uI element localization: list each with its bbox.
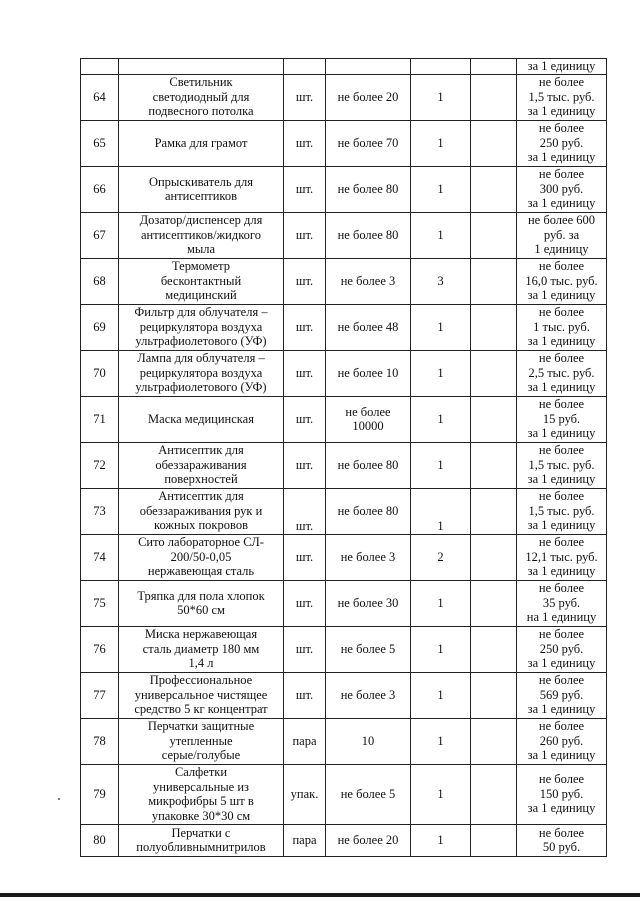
cell-name: Рамка для грамот (119, 120, 284, 166)
cell-empty (471, 59, 517, 75)
cell-name: Дозатор/диспенсер для антисептиков/жидкого мыла (119, 212, 284, 258)
cell-unit: шт. (284, 488, 326, 534)
cell-name: Лампа для облучателя – рециркулятора воздуха ультрафиолетового (УФ) (119, 350, 284, 396)
cell-name (119, 59, 284, 75)
cell-max-qty: 10 (326, 718, 411, 764)
cell-price: не более 16,0 тыс. руб. за 1 единицу (517, 258, 607, 304)
cell-name: Фильтр для облучателя – рециркулятора воздуха ультрафиолетового (УФ) (119, 304, 284, 350)
cell-max-qty: не более 3 (326, 672, 411, 718)
table-row-continued (81, 59, 607, 75)
table-row (81, 626, 607, 672)
cell-empty (471, 396, 517, 442)
cell-max-qty: не более 48 (326, 304, 411, 350)
cell-max-qty: не более 70 (326, 120, 411, 166)
cell-name: Салфетки универсальные из микрофибры 5 шт в упаковке 30*30 см (119, 764, 284, 824)
cell-qty: 1 (411, 120, 471, 166)
cell-unit: шт. (284, 626, 326, 672)
table-row (81, 258, 607, 304)
cell-max-qty: не более 20 (326, 824, 411, 856)
table-row (81, 350, 607, 396)
cell-num (81, 59, 119, 75)
cell-unit: шт. (284, 442, 326, 488)
cell-unit: шт. (284, 350, 326, 396)
cell-max-qty: не более 10000 (326, 396, 411, 442)
table-row (81, 120, 607, 166)
cell-max-qty: не более 3 (326, 534, 411, 580)
cell-num: 64 (81, 74, 119, 120)
cell-unit: пара (284, 718, 326, 764)
table-row (81, 166, 607, 212)
cell-unit: пара (284, 824, 326, 856)
cell-num: 75 (81, 580, 119, 626)
cell-price: не более 2,5 тыс. руб. за 1 единицу (517, 350, 607, 396)
cell-price: не более 1,5 тыс. руб. за 1 единицу (517, 442, 607, 488)
cell-empty (471, 74, 517, 120)
cell-max-qty: не более 80 (326, 212, 411, 258)
cell-unit: шт. (284, 304, 326, 350)
cell-unit: шт. (284, 212, 326, 258)
cell-price: не более 1,5 тыс. руб. за 1 единицу (517, 488, 607, 534)
cell-empty (471, 258, 517, 304)
cell-unit: упак. (284, 764, 326, 824)
cell-empty (471, 120, 517, 166)
cell-num: 70 (81, 350, 119, 396)
table-row (81, 396, 607, 442)
cell-name: Перчатки с полуобливнымнитрилов (119, 824, 284, 856)
cell-price: не более 250 руб. за 1 единицу (517, 120, 607, 166)
table-row (81, 488, 607, 534)
cell-name: Антисептик для обеззараживания рук и кожных покровов (119, 488, 284, 534)
cell-unit: шт. (284, 672, 326, 718)
cell-num: 80 (81, 824, 119, 856)
cell-qty: 3 (411, 258, 471, 304)
cell-qty: 1 (411, 580, 471, 626)
table-row (81, 74, 607, 120)
cell-empty (471, 580, 517, 626)
cell-qty: 1 (411, 488, 471, 534)
cell-price: не более 250 руб. за 1 единицу (517, 626, 607, 672)
table-row (81, 672, 607, 718)
cell-price: не более 15 руб. за 1 единицу (517, 396, 607, 442)
cell-empty (471, 166, 517, 212)
cell-max-qty: не более 5 (326, 764, 411, 824)
cell-price: не более 35 руб. на 1 единицу (517, 580, 607, 626)
cell-num: 65 (81, 120, 119, 166)
table-row (81, 824, 607, 856)
cell-unit: шт. (284, 396, 326, 442)
cell-price: не более 300 руб. за 1 единицу (517, 166, 607, 212)
scan-speck (58, 798, 60, 800)
cell-num: 76 (81, 626, 119, 672)
scan-edge-line (0, 893, 640, 897)
cell-empty (471, 488, 517, 534)
cell-name: Перчатки защитные утепленные серые/голубые (119, 718, 284, 764)
cell-name: Опрыскиватель для антисептиков (119, 166, 284, 212)
cell-qty (411, 59, 471, 75)
cell-name: Маска медицинская (119, 396, 284, 442)
table-row (81, 764, 607, 824)
cell-max-qty: не более 20 (326, 74, 411, 120)
cell-empty (471, 442, 517, 488)
cell-max-qty: не более 80 (326, 166, 411, 212)
cell-name: Миска нержавеющая сталь диаметр 180 мм 1,4 л (119, 626, 284, 672)
cell-price: не более 600 руб. за 1 единицу (517, 212, 607, 258)
cell-price: не более 569 руб. за 1 единицу (517, 672, 607, 718)
cell-num: 74 (81, 534, 119, 580)
cell-empty (471, 534, 517, 580)
cell-qty: 2 (411, 534, 471, 580)
cell-price: за 1 единицу (517, 59, 607, 75)
cell-qty: 1 (411, 304, 471, 350)
cell-qty: 1 (411, 442, 471, 488)
cell-max-qty: не более 30 (326, 580, 411, 626)
cell-name: Сито лабораторное СЛ- 200/50-0,05 нержавеющая сталь (119, 534, 284, 580)
cell-qty: 1 (411, 626, 471, 672)
cell-unit: шт. (284, 258, 326, 304)
cell-num: 69 (81, 304, 119, 350)
cell-qty: 1 (411, 74, 471, 120)
cell-price: не более 1,5 тыс. руб. за 1 единицу (517, 74, 607, 120)
cell-name: Термометр бесконтактный медицинский (119, 258, 284, 304)
table-row (81, 580, 607, 626)
table-row (81, 212, 607, 258)
cell-name: Антисептик для обеззараживания поверхностей (119, 442, 284, 488)
cell-num: 68 (81, 258, 119, 304)
cell-empty (471, 824, 517, 856)
cell-name: Светильник светодиодный для подвесного потолка (119, 74, 284, 120)
cell-num: 79 (81, 764, 119, 824)
cell-num: 67 (81, 212, 119, 258)
table-row (81, 304, 607, 350)
cell-qty: 1 (411, 212, 471, 258)
cell-empty (471, 350, 517, 396)
cell-num: 66 (81, 166, 119, 212)
cell-max-qty (326, 59, 411, 75)
cell-empty (471, 212, 517, 258)
cell-price: не более 1 тыс. руб. за 1 единицу (517, 304, 607, 350)
cell-qty: 1 (411, 396, 471, 442)
cell-qty: 1 (411, 764, 471, 824)
cell-empty (471, 672, 517, 718)
cell-price: не более 260 руб. за 1 единицу (517, 718, 607, 764)
cell-unit: шт. (284, 580, 326, 626)
cell-qty: 1 (411, 672, 471, 718)
cell-num: 71 (81, 396, 119, 442)
cell-qty: 1 (411, 166, 471, 212)
cell-unit (284, 59, 326, 75)
cell-price: не более 150 руб. за 1 единицу (517, 764, 607, 824)
cell-num: 78 (81, 718, 119, 764)
cell-num: 72 (81, 442, 119, 488)
cell-max-qty: не более 80 (326, 442, 411, 488)
cell-empty (471, 626, 517, 672)
cell-num: 77 (81, 672, 119, 718)
cell-price: не более 50 руб. (517, 824, 607, 856)
table-row (81, 442, 607, 488)
cell-unit: шт. (284, 534, 326, 580)
table-row (81, 534, 607, 580)
cell-unit: шт. (284, 166, 326, 212)
cell-unit: шт. (284, 120, 326, 166)
cell-max-qty: не более 80 (326, 488, 411, 534)
cell-qty: 1 (411, 350, 471, 396)
cell-qty: 1 (411, 824, 471, 856)
cell-name: Тряпка для пола хлопок 50*60 см (119, 580, 284, 626)
cell-name: Профессиональное универсальное чистящее средство 5 кг концентрат (119, 672, 284, 718)
cell-max-qty: не более 10 (326, 350, 411, 396)
cell-max-qty: не более 5 (326, 626, 411, 672)
cell-empty (471, 718, 517, 764)
cell-qty: 1 (411, 718, 471, 764)
cell-price: не более 12,1 тыс. руб. за 1 единицу (517, 534, 607, 580)
cell-unit: шт. (284, 74, 326, 120)
cell-empty (471, 764, 517, 824)
goods-table (80, 58, 607, 857)
cell-max-qty: не более 3 (326, 258, 411, 304)
cell-empty (471, 304, 517, 350)
cell-num: 73 (81, 488, 119, 534)
table-row (81, 718, 607, 764)
